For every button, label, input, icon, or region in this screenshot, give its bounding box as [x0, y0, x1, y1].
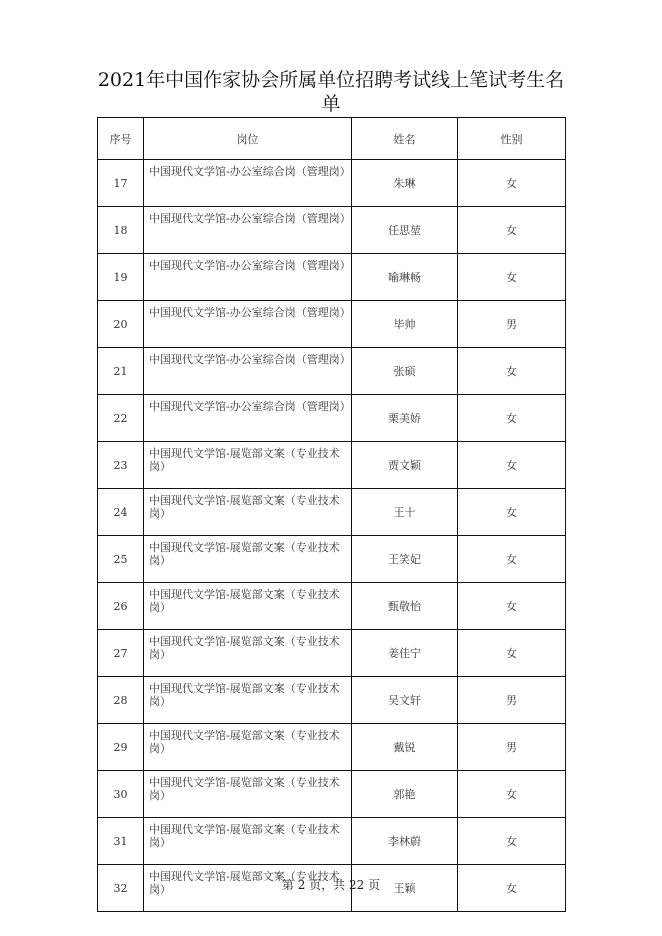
- row-post: 中国现代文学馆-展览部文案（专业技术岗）: [144, 630, 352, 677]
- row-gender: 女: [458, 865, 566, 912]
- row-number: 26: [98, 583, 144, 630]
- row-gender: 女: [458, 207, 566, 254]
- row-name: 郭艳: [352, 771, 458, 818]
- row-name: 王颖: [352, 865, 458, 912]
- row-post: 中国现代文学馆-展览部文案（专业技术岗）: [144, 442, 352, 489]
- table-row: [98, 207, 566, 254]
- row-post: 中国现代文学馆-展览部文案（专业技术岗）: [144, 489, 352, 536]
- table-row: [98, 348, 566, 395]
- row-gender: 女: [458, 536, 566, 583]
- row-name: 任思堃: [352, 207, 458, 254]
- document-title: 2021年中国作家协会所属单位招聘考试线上笔试考生名单: [97, 69, 565, 115]
- table-row: [98, 583, 566, 630]
- row-gender: 男: [458, 301, 566, 348]
- row-gender: 女: [458, 348, 566, 395]
- row-number: 22: [98, 395, 144, 442]
- row-name: 贾文颖: [352, 442, 458, 489]
- row-name: 吴文轩: [352, 677, 458, 724]
- row-name: 王十: [352, 489, 458, 536]
- row-number: 17: [98, 160, 144, 207]
- table-row: [98, 489, 566, 536]
- row-name: 李林蔚: [352, 818, 458, 865]
- row-post: 中国现代文学馆-展览部文案（专业技术岗）: [144, 677, 352, 724]
- row-post: 中国现代文学馆-办公室综合岗（管理岗）: [144, 395, 352, 442]
- table-row: [98, 254, 566, 301]
- header-post: 岗位: [144, 118, 352, 160]
- row-post: 中国现代文学馆-办公室综合岗（管理岗）: [144, 160, 352, 207]
- row-gender: 女: [458, 489, 566, 536]
- row-number: 31: [98, 818, 144, 865]
- row-number: 19: [98, 254, 144, 301]
- row-number: 20: [98, 301, 144, 348]
- row-name: 栗美娇: [352, 395, 458, 442]
- table-row: [98, 724, 566, 771]
- row-name: 毕帅: [352, 301, 458, 348]
- row-gender: 女: [458, 771, 566, 818]
- header-number: 序号: [98, 118, 144, 160]
- row-gender: 女: [458, 583, 566, 630]
- row-number: 28: [98, 677, 144, 724]
- table-row: [98, 818, 566, 865]
- table-row: [98, 395, 566, 442]
- row-gender: 女: [458, 395, 566, 442]
- table-row: [98, 442, 566, 489]
- row-post: 中国现代文学馆-展览部文案（专业技术岗）: [144, 865, 352, 912]
- row-number: 24: [98, 489, 144, 536]
- table-row: [98, 630, 566, 677]
- row-post: 中国现代文学馆-展览部文案（专业技术岗）: [144, 583, 352, 630]
- row-number: 23: [98, 442, 144, 489]
- row-name: 甄敬怡: [352, 583, 458, 630]
- table-row: [98, 301, 566, 348]
- header-name: 姓名: [352, 118, 458, 160]
- row-post: 中国现代文学馆-办公室综合岗（管理岗）: [144, 207, 352, 254]
- row-post: 中国现代文学馆-办公室综合岗（管理岗）: [144, 254, 352, 301]
- table-row: [98, 771, 566, 818]
- table-row: [98, 160, 566, 207]
- row-number: 29: [98, 724, 144, 771]
- row-number: 21: [98, 348, 144, 395]
- candidate-table: [97, 117, 566, 912]
- row-name: 张硕: [352, 348, 458, 395]
- row-name: 喻琳畅: [352, 254, 458, 301]
- row-name: 朱琳: [352, 160, 458, 207]
- row-name: 戴锐: [352, 724, 458, 771]
- row-number: 32: [98, 865, 144, 912]
- row-post: 中国现代文学馆-展览部文案（专业技术岗）: [144, 724, 352, 771]
- row-number: 18: [98, 207, 144, 254]
- row-name: 王笑妃: [352, 536, 458, 583]
- page-footer: 第 2 页，共 22 页: [281, 878, 381, 892]
- row-post: 中国现代文学馆-办公室综合岗（管理岗）: [144, 301, 352, 348]
- row-post: 中国现代文学馆-展览部文案（专业技术岗）: [144, 771, 352, 818]
- table-header-row: [98, 118, 566, 160]
- row-gender: 女: [458, 442, 566, 489]
- row-gender: 女: [458, 818, 566, 865]
- row-gender: 女: [458, 254, 566, 301]
- row-number: 27: [98, 630, 144, 677]
- row-gender: 男: [458, 677, 566, 724]
- table-row: [98, 677, 566, 724]
- row-gender: 女: [458, 630, 566, 677]
- table-row: [98, 536, 566, 583]
- row-number: 30: [98, 771, 144, 818]
- row-post: 中国现代文学馆-展览部文案（专业技术岗）: [144, 818, 352, 865]
- row-gender: 男: [458, 724, 566, 771]
- row-name: 姜佳宁: [352, 630, 458, 677]
- row-gender: 女: [458, 160, 566, 207]
- row-number: 25: [98, 536, 144, 583]
- header-gender: 性别: [458, 118, 566, 160]
- row-post: 中国现代文学馆-办公室综合岗（管理岗）: [144, 348, 352, 395]
- row-post: 中国现代文学馆-展览部文案（专业技术岗）: [144, 536, 352, 583]
